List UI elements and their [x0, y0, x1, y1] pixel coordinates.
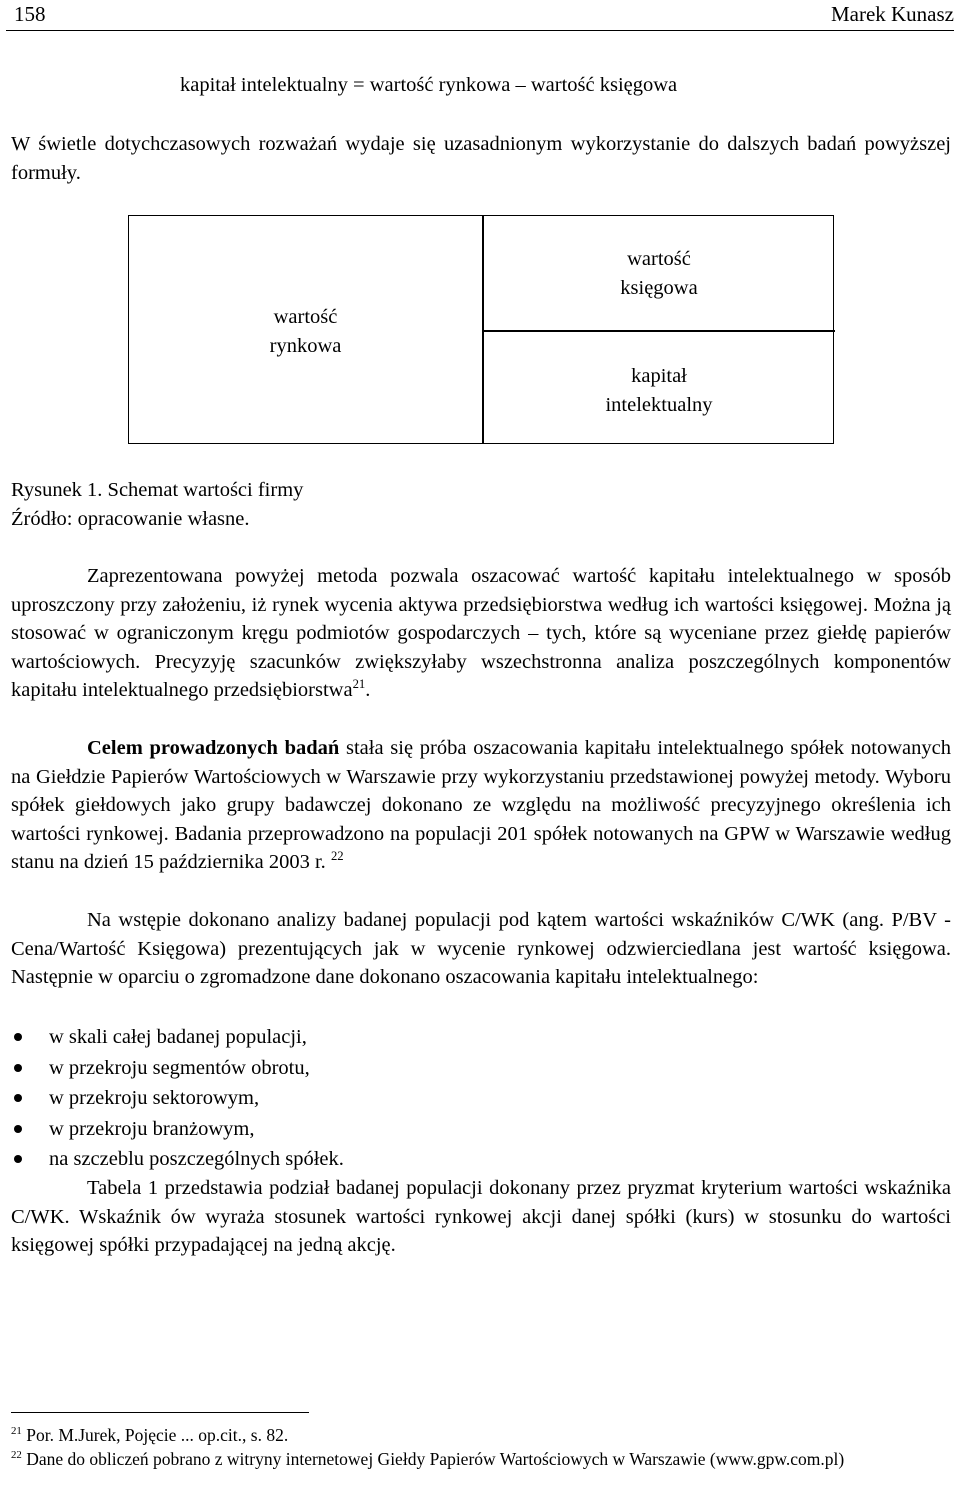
- diagram-divider-horizontal: [482, 330, 835, 332]
- footnote-ref-21[interactable]: 21: [352, 677, 366, 692]
- diagram-cell-market-value: wartość rynkowa: [269, 306, 342, 357]
- bullet-icon: [14, 1155, 22, 1163]
- running-head-author: Marek Kunasz: [830, 2, 954, 26]
- bullet-icon: [14, 1094, 22, 1102]
- figure-source: Źródło: opracowanie własne.: [11, 508, 250, 530]
- bullet-icon: [14, 1125, 22, 1133]
- page-header: [6, 0, 954, 31]
- diagram-cell-book-value: wartość księgowa: [620, 248, 698, 299]
- paragraph-research-aim: Celem prowadzonych badań stała się próba oszacowania kapitału intelektualnego spółek notowanych na Giełdzie Papierów Wartościowych w Warszawie przy wykorzystaniu przedstawionej powyżej metody. Wyboru spółek giełdowych jako grupy badawczej dokonano ze względu na możliwość precyzyjnego określenia ich wartości rynkowej. Badania przeprowadzono na populacji 201 spółek notowanych na GPW w Warszawie według stanu na dzień 15 października 2003 r. $^{22}$: [11, 737, 951, 873]
- footnote-21: $^{21}$ Por. M.Jurek, Pojęcie ... op.cit., s. 82.: [11, 1425, 289, 1445]
- paragraph-table-intro: Tabela 1 przedstawia podział badanej populacji dokonany przez pryzmat kryterium wartości wskaźnika C/WK. Wskaźnik ów wyraża stosunek wartości rynkowej akcji danej spółki (kurs) w stosunku do wartości księgowej spółki przypadającej na jedną akcję.: [11, 1177, 951, 1256]
- footnote-separator: [11, 1412, 309, 1413]
- intro-paragraph: W świetle dotychczasowych rozważań wydaje się uzasadnionym wykorzystanie do dalszych badań powyższej formuły.: [11, 133, 951, 184]
- diagram-cell-intellectual-capital: kapitał intelektualny: [605, 365, 713, 416]
- footnote-22: $^{22}$ Dane do obliczeń pobrano z witryny internetowej Giełdy Papierów Wartościowych w Warszawie (www.gpw.com.pl): [11, 1449, 845, 1469]
- paragraph-method: Zaprezentowana powyżej metoda pozwala oszacować wartość kapitału intelektualnego w sposób uproszczony przy założeniu, iż rynek wycenia aktywa przedsiębiorstwa według ich wartości księgowej. Można ją stosować w ograniczonym kręgu podmiotów gospodarczych – tych, które są wyceniane przez giełdę papierów wartościowych. Precyzyję szacunków zwiększyłaby wszechstronna analiza poszczególnych komponentów kapitału intelektualnego przedsiębiorstwa$^{21}$.: [11, 565, 951, 701]
- paragraph-analysis: Na wstępie dokonano analizy badanej populacji pod kątem wartości wskaźników C/WK (ang. P/BV - Cena/Wartość Księgowa) prezentujących jak w wycenie rynkowej odzwierciedlana jest wartość księgowa. Następnie w oparciu o zgromadzone dane dokonano oszacowania kapitału intelektualnego:: [11, 909, 951, 988]
- bullet-icon: [14, 1033, 22, 1041]
- value-diagram: [128, 215, 834, 444]
- bullet-icon: [14, 1064, 22, 1072]
- figure-caption: Rysunek 1. Schemat wartości firmy: [11, 479, 304, 501]
- bold-phrase: Celem prowadzonych badań: [87, 737, 340, 759]
- page-number: 158: [14, 2, 46, 26]
- footnote-ref-22[interactable]: 22: [330, 849, 344, 864]
- formula: kapitał intelektualny = wartość rynkowa – wartość księgowa: [180, 74, 678, 96]
